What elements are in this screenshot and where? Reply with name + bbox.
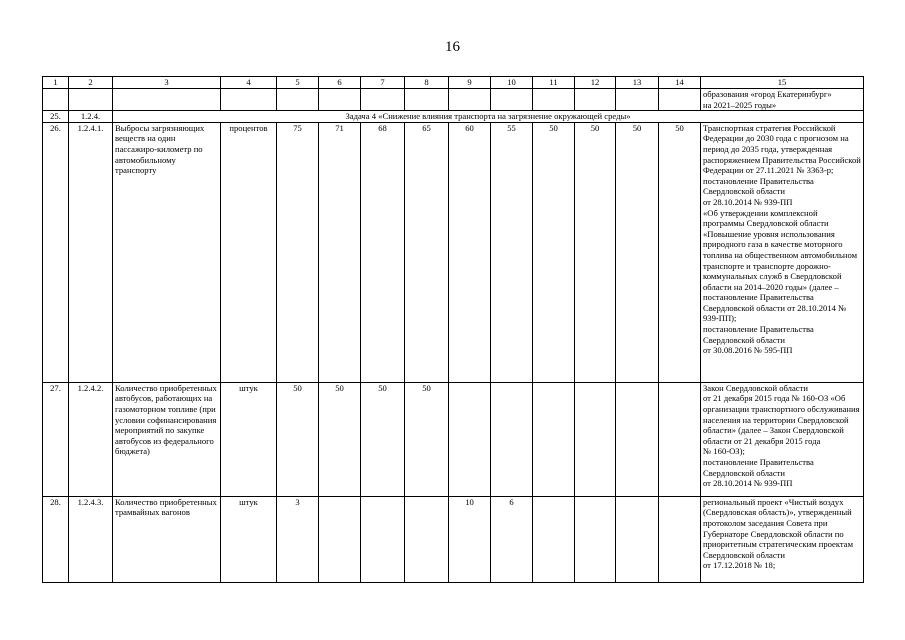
- table-row: [43, 122, 864, 382]
- column-header: 9: [449, 77, 491, 89]
- column-header: 3: [113, 77, 221, 89]
- unit-cell: процентов: [221, 122, 277, 382]
- row-number: 26.: [43, 122, 69, 382]
- column-header: 6: [319, 77, 361, 89]
- value-cell: 3: [277, 496, 319, 582]
- value-cell: 65: [405, 122, 449, 382]
- value-cell: [405, 496, 449, 582]
- task-title: Задача 4 «Снижение влияния транспорта на загрязнение окружающей среды»: [113, 111, 864, 123]
- unit-cell: штук: [221, 496, 277, 582]
- value-cell: 50: [405, 382, 449, 496]
- value-cell: 50: [616, 122, 659, 382]
- indicator-name: Количество приобретенных трамвайных вагонов: [113, 496, 221, 582]
- column-header: 14: [659, 77, 701, 89]
- row-code: 1.2.4.1.: [69, 122, 113, 382]
- value-cell: 50: [277, 382, 319, 496]
- value-cell: [361, 496, 405, 582]
- value-cell: 55: [491, 122, 533, 382]
- column-header: 15: [701, 77, 864, 89]
- value-cell: [575, 382, 616, 496]
- column-header: 11: [533, 77, 575, 89]
- value-cell: 68: [361, 122, 405, 382]
- continuation-row: [43, 89, 864, 111]
- value-cell: 60: [449, 122, 491, 382]
- value-cell: [491, 382, 533, 496]
- column-header: 4: [221, 77, 277, 89]
- value-cell: [533, 382, 575, 496]
- row-code: 1.2.4.3.: [69, 496, 113, 582]
- value-cell: 50: [659, 122, 701, 382]
- value-cell: 50: [533, 122, 575, 382]
- page-number: 16: [445, 39, 460, 55]
- value-cell: 50: [361, 382, 405, 496]
- task-row: [43, 111, 864, 123]
- header-row: [43, 77, 864, 89]
- column-header: 13: [616, 77, 659, 89]
- value-cell: [659, 496, 701, 582]
- value-cell: 75: [277, 122, 319, 382]
- value-cell: [616, 496, 659, 582]
- table-row: [43, 496, 864, 582]
- column-header: 2: [69, 77, 113, 89]
- column-header: 8: [405, 77, 449, 89]
- unit-cell: штук: [221, 382, 277, 496]
- value-cell: 50: [575, 122, 616, 382]
- value-cell: 10: [449, 496, 491, 582]
- value-cell: 71: [319, 122, 361, 382]
- value-cell: [533, 496, 575, 582]
- value-cell: [449, 382, 491, 496]
- value-cell: 50: [319, 382, 361, 496]
- row-code: 1.2.4.2.: [69, 382, 113, 496]
- column-header: 10: [491, 77, 533, 89]
- source-cell: образования «город Екатеринбург» на 2021–2025 годы»: [701, 89, 864, 111]
- value-cell: [319, 496, 361, 582]
- column-header: 5: [277, 77, 319, 89]
- column-header: 12: [575, 77, 616, 89]
- row-number: 25.: [43, 111, 69, 123]
- indicator-name: Количество приобретенных автобусов, работающих на газомоторном топливе (при условии софинансирования мероприятий по закупке автобусов из федерального бюджета): [113, 382, 221, 496]
- row-number: 28.: [43, 496, 69, 582]
- row-code: 1.2.4.: [69, 111, 113, 123]
- column-header: 1: [43, 77, 69, 89]
- value-cell: [575, 496, 616, 582]
- table-row: [43, 382, 864, 496]
- column-header: 7: [361, 77, 405, 89]
- source-cell: Закон Свердловской области от 21 декабря 2015 года № 160-ОЗ «Об организации транспортного обслуживания населения на территории Свердловской области» (далее – Закон Свердловской области от 21 декабря 2015 года № 160-ОЗ); постановление Правительства Свердловской области от 28.10.2014 № 939-ПП: [701, 382, 864, 496]
- row-number: 27.: [43, 382, 69, 496]
- value-cell: [616, 382, 659, 496]
- indicator-name: Выбросы загрязняющих веществ на один пассажиро-километр по автомобильному транспорту: [113, 122, 221, 382]
- indicators-table: [42, 76, 864, 583]
- source-cell: региональный проект «Чистый воздух (Свердловская область)», утвержденный протоколом заседания Совета при Губернаторе Свердловской области по приоритетным стратегическим проектам Свердловской области от 17.12.2018 № 18;: [701, 496, 864, 582]
- value-cell: [659, 382, 701, 496]
- source-cell: Транспортная стратегия Российской Федерации до 2030 года с прогнозом на период до 2035 года, утвержденная распоряжением Правительства Российской Федерации от 27.11.2021 № 3363-р; постановление Правительства Свердловской области от 28.10.2014 № 939-ПП «Об утверждении комплексной программы Свердловской области «Повышение уровня использования природного газа в качестве моторного топлива на общественном автомобильном транспорте и транспорте дорожно-коммунальных служб в Свердловской области на 2014–2020 годы» (далее – постановление Правительства Свердловской области от 28.10.2014 № 939-ПП); постановление Правительства Свердловской области от 30.08.2016 № 595-ПП: [701, 122, 864, 382]
- value-cell: 6: [491, 496, 533, 582]
